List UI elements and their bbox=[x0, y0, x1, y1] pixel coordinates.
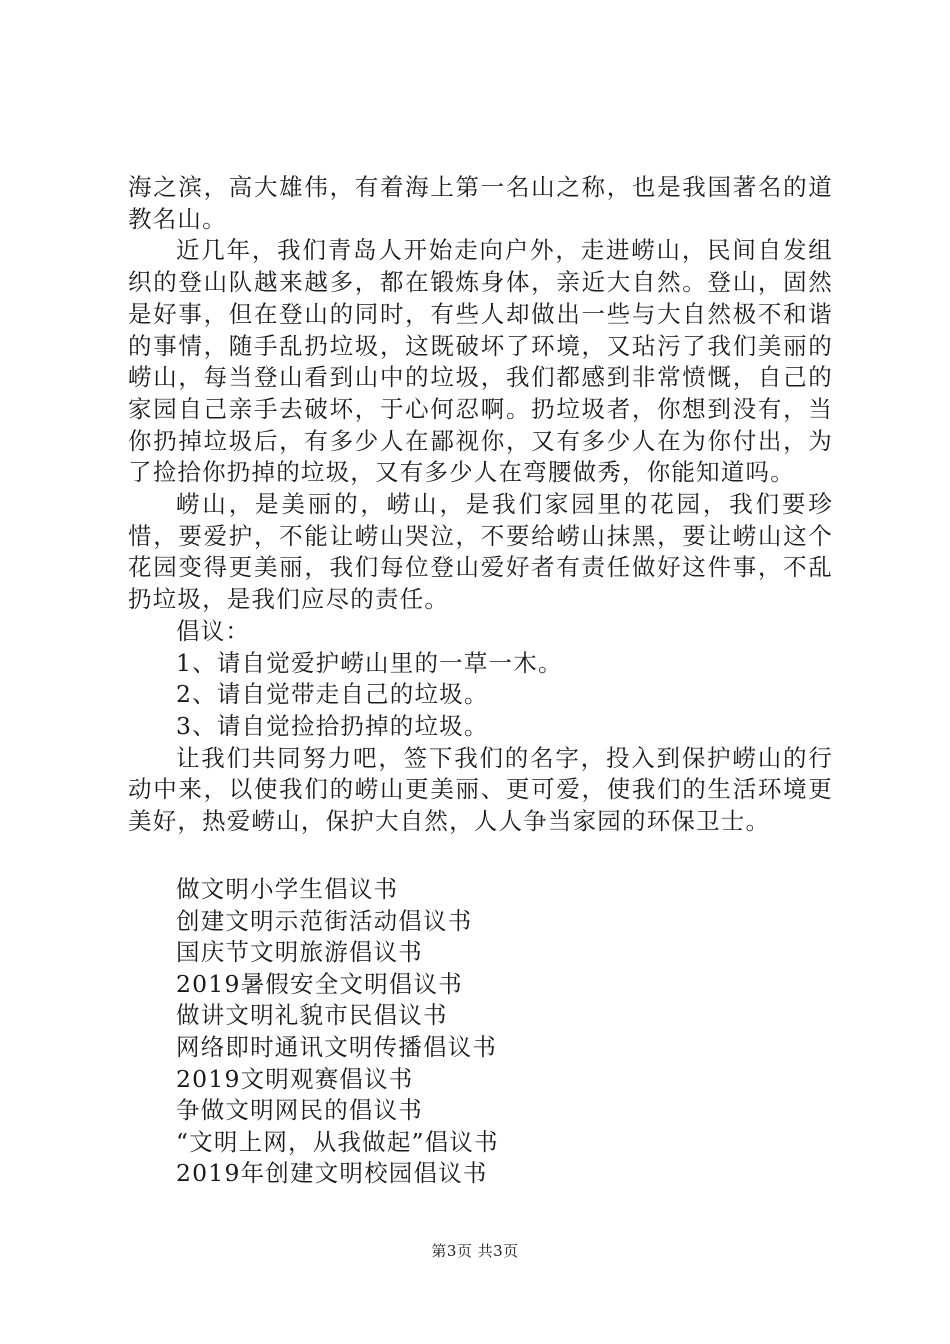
related-link[interactable]: 2019年创建文明校园倡议书 bbox=[176, 1159, 488, 1188]
related-link[interactable]: 做讲文明礼貌市民倡议书 bbox=[176, 1001, 448, 1030]
document-body bbox=[128, 172, 833, 838]
related-link[interactable]: 国庆节文明旅游倡议书 bbox=[176, 938, 423, 967]
proposal-item: 1、请自觉爱护崂山里的一草一木。 bbox=[176, 648, 563, 677]
related-link[interactable]: “文明上网，从我做起”倡议书 bbox=[176, 1127, 499, 1156]
page-number-footer: 第3页 共3页 bbox=[431, 1242, 519, 1260]
related-link[interactable]: 做文明小学生倡议书 bbox=[176, 875, 399, 903]
paragraph-closing: 让我们共同努力吧，签下我们的名字，投入到保护崂山的行动中来，以使我们的崂山更美丽、更可爱，使我们的生活环境更美好，热爱崂山，保护大自然，人人争当家园的环保卫士。 bbox=[128, 743, 833, 836]
paragraph-hiking: 近几年，我们青岛人开始走向户外，走进崂山，民间自发组织的登山队越来越多，都在锻炼身体，亲近大自然。登山，固然是好事，但在登山的同时，有些人却做出一些与大自然极不和谐的事情，随手乱扔垃圾，这既破坏了环境，又玷污了我们美丽的崂山，每当登山看到山中的垃圾，我们都感到非常愤慨，自己的家园自己亲手去破坏，于心何忍啊。扔垃圾者，你想到没有，当你扔掉垃圾后，有多少人在鄙视你，又有多少人在为你付出，为了捡拾你扔掉的垃圾，又有多少人在弯腰做秀，你能知道吗。 bbox=[128, 236, 833, 487]
related-link[interactable]: 2019文明观赛倡议书 bbox=[176, 1064, 414, 1093]
related-link[interactable]: 网络即时通讯文明传播倡议书 bbox=[176, 1032, 498, 1061]
proposal-heading: 倡议： bbox=[176, 616, 251, 645]
related-links-list bbox=[176, 874, 836, 1190]
paragraph-laoshan: 崂山，是美丽的，崂山，是我们家园里的花园，我们要珍惜，要爱护，不能让崂山哭泣，不要给崂山抹黑，要让崂山这个花园变得更美丽，我们每位登山爱好者有责任做好这件事，不乱扔垃圾，是我们应尽的责任。 bbox=[128, 490, 833, 614]
paragraph-intro: 海之滨，高大雄伟，有着海上第一名山之称，也是我国著名的道教名山。 bbox=[128, 173, 833, 233]
related-link[interactable]: 争做文明网民的倡议书 bbox=[176, 1096, 423, 1125]
proposal-item: 3、请自觉捡拾扔掉的垃圾。 bbox=[176, 711, 489, 740]
related-link[interactable]: 创建文明示范街活动倡议书 bbox=[176, 906, 473, 935]
related-link[interactable]: 2019暑假安全文明倡议书 bbox=[176, 969, 463, 998]
proposal-item: 2、请自觉带走自己的垃圾。 bbox=[176, 680, 489, 709]
